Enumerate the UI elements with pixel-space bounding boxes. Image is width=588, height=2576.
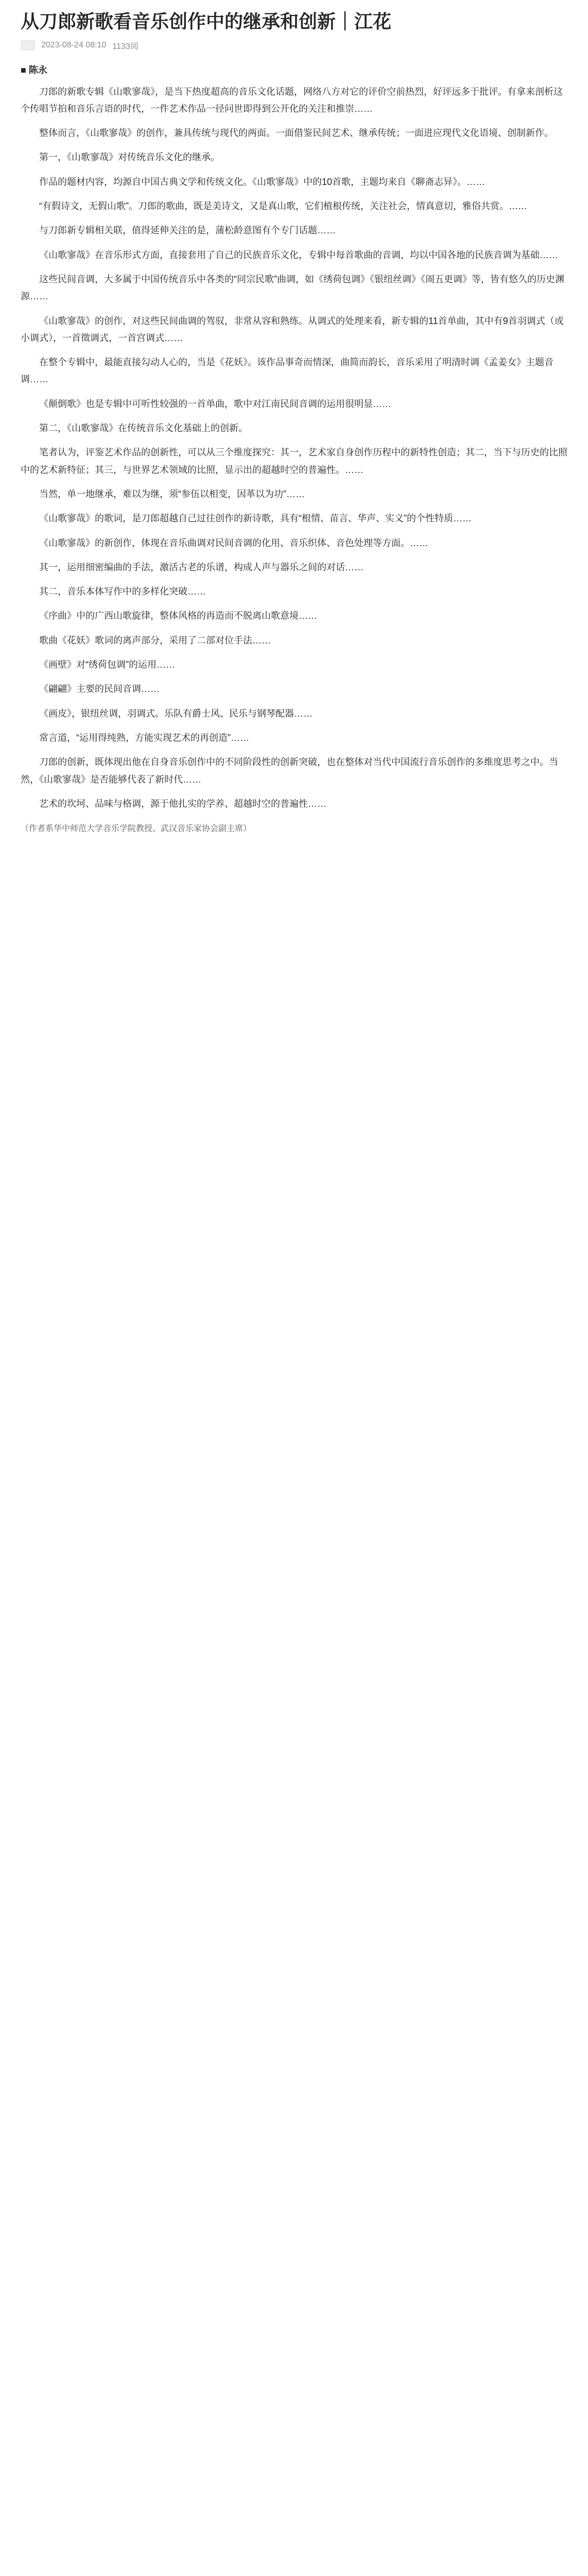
- paragraph: 《山歌寥哉》的歌词，是刀郎超越自己过往创作的新诗歌，具有“根情、苗言、华声、实义”的个性特质……: [39, 513, 472, 524]
- paragraph: 第二，《山歌寥哉》在传统音乐文化基础上的创新。: [39, 423, 248, 434]
- paragraph: 刀郎的创新，既体现出他在自身音乐创作中的不同阶段性的创新突破，也在整体对当代中国流行音乐创作的多维度思考之中。当然，《山歌寥哉》是否能够代表了新时代……: [21, 757, 558, 785]
- paragraph: 这些民间音调，大多属于中国传统音乐中各类的“同宗民歌”曲调，如《绣荷包调》《银纽丝调》《闹五更调》等，皆有悠久的历史渊源……: [21, 274, 564, 302]
- article-author: ■ 陈永: [21, 64, 47, 75]
- paragraph: 歌曲《花妖》歌词的离声部分，采用了二部对位手法……: [39, 635, 271, 646]
- article-meta: [21, 40, 567, 52]
- article-views: 1133阅: [112, 42, 139, 51]
- paragraph: 《画壁》对“绣荷包调”的运用……: [39, 659, 175, 670]
- paragraph: 与刀郎新专辑相关联，值得延伸关注的是，蒲松龄意图有个专门话题……: [39, 225, 336, 236]
- paragraph: 《翩翩》主要的民间音调……: [39, 684, 160, 694]
- paragraph: 《山歌寥哉》的创作，对这些民间曲调的驾驭，非常从容和熟练。从调式的处理来看，新专辑的11首单曲，其中有9首羽调式（或小调式），一首徵调式，一首宫调式……: [21, 315, 564, 343]
- paragraph: 第一，《山歌寥哉》对传统音乐文化的继承。: [39, 152, 220, 163]
- paragraph: 其二，音乐本体写作中的多样化突破……: [39, 586, 206, 597]
- paragraph: 《颠倒歌》也是专辑中可听性较强的一首单曲，歌中对江南民间音调的运用很明显……: [39, 398, 391, 409]
- article-body: [21, 83, 567, 813]
- article-title: 从刀郎新歌看音乐创作中的继承和创新｜江花: [21, 11, 392, 32]
- article-page: [0, 9, 588, 854]
- paragraph: 笔者认为，评鉴艺术作品的创新性，可以从三个维度探究：其一，艺术家自身创作历程中的新特性创造；其二，当下与历史的比照中的艺术新特征；其三，与世界艺术领域的比照，显示出的超越时空的普遍性。……: [21, 447, 567, 475]
- paragraph: 当然，单一地继承，难以为继，须“参伍以相变，因革以为功”……: [39, 488, 305, 499]
- paragraph: 其一，运用细密编曲的手法，激活古老的乐谱，构成人声与器乐之间的对话……: [39, 562, 364, 572]
- paragraph: 整体而言，《山歌寥哉》的创作，兼具传统与现代的两面。一面借鉴民间艺术、继承传统；一面进应现代文化语境、创制新作。: [39, 128, 554, 139]
- paragraph: 作品的题材内容，均源自中国古典文学和传统文化。《山歌寥哉》中的10首歌，主题均来自《聊斋志异》。……: [39, 176, 486, 187]
- source-badge: [21, 40, 35, 50]
- paragraph: 刀郎的新歌专辑《山歌寥哉》，是当下热度超高的音乐文化话题，网络八方对它的评价空前热烈，好评远多于批评。有拿来剖析这个传唱节拍和音乐言语的时代，一件艺术作品一径问世即得到公开化的关注和推崇……: [21, 86, 563, 114]
- article-date: 2023-08-24 08:10: [41, 41, 107, 50]
- paragraph: 《山歌寥哉》在音乐形式方面，直接套用了自己的民族音乐文化，专辑中每首歌曲的音调，均以中国各地的民族音调为基础……: [39, 249, 558, 260]
- paragraph: 《序曲》中的广西山歌旋律，整体风格的再造而不脱离山歌意境……: [39, 611, 317, 621]
- paragraph: 在整个专辑中，最能直接勾动人心的，当是《花妖》。该作品事奇而情深，曲简而韵长，音乐采用了明清时调《孟姜女》主题音调……: [21, 357, 554, 385]
- paragraph: 《山歌寥哉》的新创作，体现在音乐曲调对民间音调的化用、音乐织体、音色处理等方面。……: [39, 537, 428, 548]
- paragraph: 常言道，“运用得纯熟，方能实现艺术的再创造”……: [39, 732, 249, 743]
- article-footer: （作者系华中师范大学音乐学院教授、武汉音乐家协会副主席）: [21, 824, 252, 834]
- paragraph: 艺术的坎坷、品味与格调，源于他扎实的学养、超越时空的普遍性……: [39, 798, 326, 809]
- paragraph: “有假诗文，无假山歌”。刀郎的歌曲，既是美诗文，又是真山歌，它们植根传统，关注社会，情真意切，雅俗共赏。……: [39, 201, 527, 212]
- paragraph: 《画皮》，银纽丝调，羽调式。乐队有爵士风、民乐与钢琴配器……: [39, 708, 313, 719]
